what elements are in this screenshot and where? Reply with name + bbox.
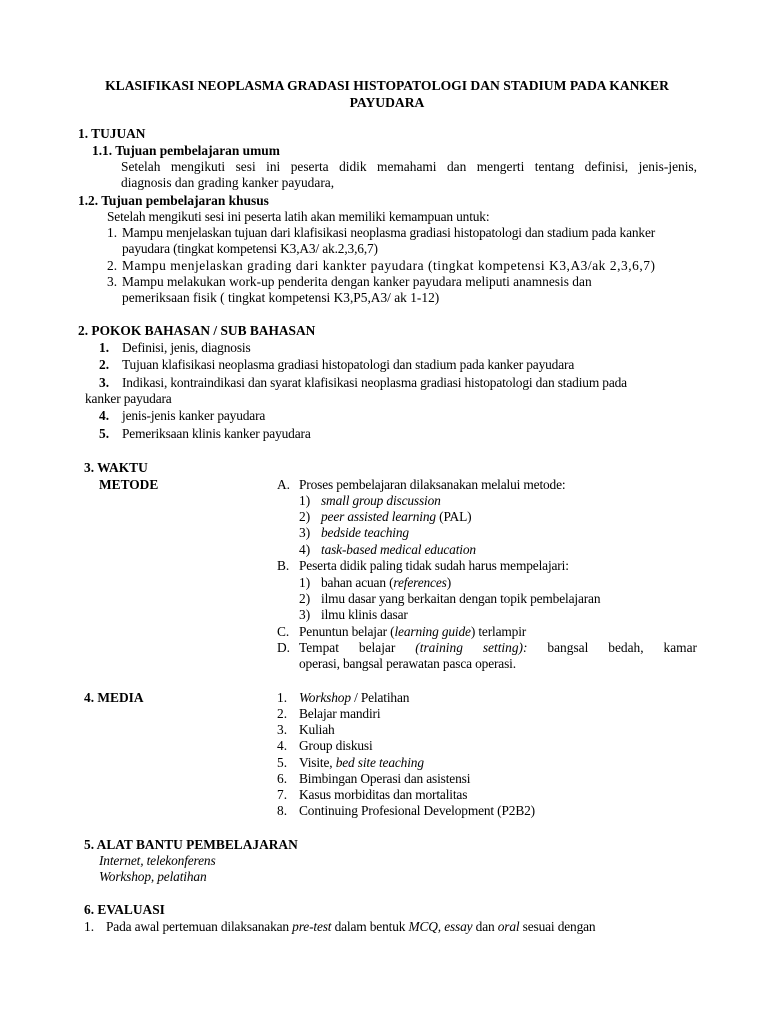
media-item-2: Belajar mandiri [299,706,381,721]
section-4-heading: 4. MEDIA [84,690,144,705]
method-d-post: bangsal bedah, kamar [527,640,697,655]
teaching-aid-1: Internet, telekonferens [99,853,216,868]
section-1-2-heading: 1.2. Tujuan pembelajaran khusus [78,193,269,208]
media-item-5-italic: bed site teaching [335,755,424,770]
method-b-number-3: 3) [299,607,311,622]
objective-3-line-1: Mampu melakukan work-up penderita dengan kanker payudara meliputi anamnesis dan [122,274,592,289]
title-line-1: KLASIFIKASI NEOPLASMA GRADASI HISTOPATOLOGI DAN STADIUM PADA KANKER [105,78,669,93]
media-number-6: 6. [277,771,288,786]
evaluation-text-2: dalam bentuk [331,919,409,934]
objective-2-line-1: Mampu menjelaskan grading dari kankter payudara (tingkat kompetensi K3,A3/ak 2,3,6,7) [122,258,656,273]
media-item-1-rest: / Pelatihan [350,690,410,705]
method-b-number-2: 2) [299,591,311,606]
method-a-item-1: small group discussion [321,493,441,508]
method-b-item-2: ilmu dasar yang berkaitan dengan topik pembelajaran [321,591,601,606]
topic-3-text-line-2: kanker payudara [85,391,172,406]
media-item-5 [299,755,424,771]
evaluation-text-3: dan [472,919,498,934]
method-a-number-4: 4) [299,542,311,557]
media-item-3: Kuliah [299,722,335,737]
topic-number-2: 2. [99,357,110,372]
objective-number-2: 2. [107,258,118,273]
method-a-number-1: 1) [299,493,311,508]
media-number-8: 8. [277,803,288,818]
media-number-5: 5. [277,755,288,770]
section-1-1-heading: 1.1. Tujuan pembelajaran umum [92,143,280,158]
method-b-item-1 [321,575,451,591]
evaluation-text-4: sesuai dengan [519,919,596,934]
title-line-2: PAYUDARA [349,94,425,110]
method-a-item-4: task-based medical education [321,542,476,557]
document-title [80,78,694,111]
media-number-4: 4. [277,738,288,753]
media-item-6: Bimbingan Operasi dan asistensi [299,771,471,786]
method-a-item-3: bedside teaching [321,525,409,540]
section-1-1-text [121,159,697,192]
method-b-item-1-italic: references [393,575,447,590]
method-a-item-2 [321,509,471,525]
evaluation-item-1 [106,919,595,935]
section-1-heading: 1. TUJUAN [78,126,146,141]
media-number-2: 2. [277,706,288,721]
media-number-1: 1. [277,690,288,705]
method-d-text [299,640,697,673]
media-item-4: Group diskusi [299,738,373,753]
section-5-heading: 5. ALAT BANTU PEMBELAJARAN [84,837,298,852]
method-b-item-3: ilmu klinis dasar [321,607,408,622]
topic-number-3: 3. [99,375,110,390]
teaching-aid-2: Workshop, pelatihan [99,869,207,884]
method-c-italic: learning guide [394,624,471,639]
method-d-line-2: operasi, bangsal perawatan pasca operasi. [299,656,516,672]
method-c-letter: C. [277,624,290,639]
topic-4-text: jenis-jenis kanker payudara [122,408,266,423]
method-c-post: ) terlampir [470,624,527,639]
method-a-letter: A. [277,477,291,492]
media-number-7: 7. [277,787,288,802]
section-3-heading: 3. WAKTU [84,460,148,475]
method-b-number-1: 1) [299,575,311,590]
section-1-1-text-line-2: diagnosis dan grading kanker payudara, [121,175,335,191]
section-6-heading: 6. EVALUASI [84,902,165,917]
method-a-number-3: 3) [299,525,311,540]
media-item-1 [299,690,409,706]
media-item-8: Continuing Profesional Development (P2B2) [299,803,535,818]
topic-2-text: Tujuan klafisikasi neoplasma gradiasi histopatologi dan stadium pada kanker payudara [122,357,575,372]
evaluation-italic-1: pre-test [292,919,332,934]
topic-5-text: Pemeriksaan klinis kanker payudara [122,426,311,441]
method-b-text: Peserta didik paling tidak sudah harus mempelajari: [299,558,569,573]
section-2-heading: 2. POKOK BAHASAN / SUB BAHASAN [78,323,316,338]
topic-number-5: 5. [99,426,110,441]
evaluation-number-1: 1. [84,919,95,934]
method-a-item-2-rest: (PAL) [435,509,472,524]
evaluation-italic-3: oral [497,919,520,934]
section-1-2-intro: Setelah mengikuti sesi ini peserta latih akan memiliki kemampuan untuk: [107,209,490,224]
method-d-pre: Tempat belajar [299,640,416,655]
section-1-1-text-line-1: Setelah mengikuti sesi ini peserta didik memahami dan mengerti tentang definisi, jenis-jenis, [121,159,697,174]
method-b-item-1-post: ) [446,575,451,590]
method-d-line-1 [299,640,697,656]
method-heading: METODE [99,477,159,492]
topic-1-text: Definisi, jenis, diagnosis [122,340,251,355]
method-b-item-1-pre: bahan acuan ( [321,575,394,590]
objective-1-line-1: Mampu menjelaskan tujuan dari klafisikasi neoplasma gradiasi histopatologi dan stadium pada kanker [122,225,656,240]
media-item-1-italic: Workshop [299,690,351,705]
objective-3-line-2: pemeriksaan fisik ( tingkat kompetensi K3,P5,A3/ ak 1-12) [122,290,440,305]
media-item-7: Kasus morbiditas dan mortalitas [299,787,468,802]
media-number-3: 3. [277,722,288,737]
method-d-letter: D. [277,640,291,655]
media-item-5-text: Visite, [299,755,336,770]
topic-number-1: 1. [99,340,110,355]
objective-1-line-2: payudara (tingkat kompetensi K3,A3/ ak.2,3,6,7) [122,241,378,256]
evaluation-italic-2: MCQ, essay [408,919,473,934]
method-a-text: Proses pembelajaran dilaksanakan melalui metode: [299,477,566,492]
method-c-text [299,624,526,640]
method-a-item-2-italic: peer assisted learning [321,509,436,524]
method-b-letter: B. [277,558,290,573]
objective-number-3: 3. [107,274,118,289]
topic-3-text: Indikasi, kontraindikasi dan syarat klafisikasi neoplasma gradiasi histopatologi dan stadium pada [122,375,627,390]
method-a-number-2: 2) [299,509,311,524]
evaluation-text-1: Pada awal pertemuan dilaksanakan [106,919,293,934]
method-d-italic: (training setting): [415,640,528,655]
objective-number-1: 1. [107,225,118,240]
method-c-pre: Penuntun belajar ( [299,624,395,639]
topic-number-4: 4. [99,408,110,423]
